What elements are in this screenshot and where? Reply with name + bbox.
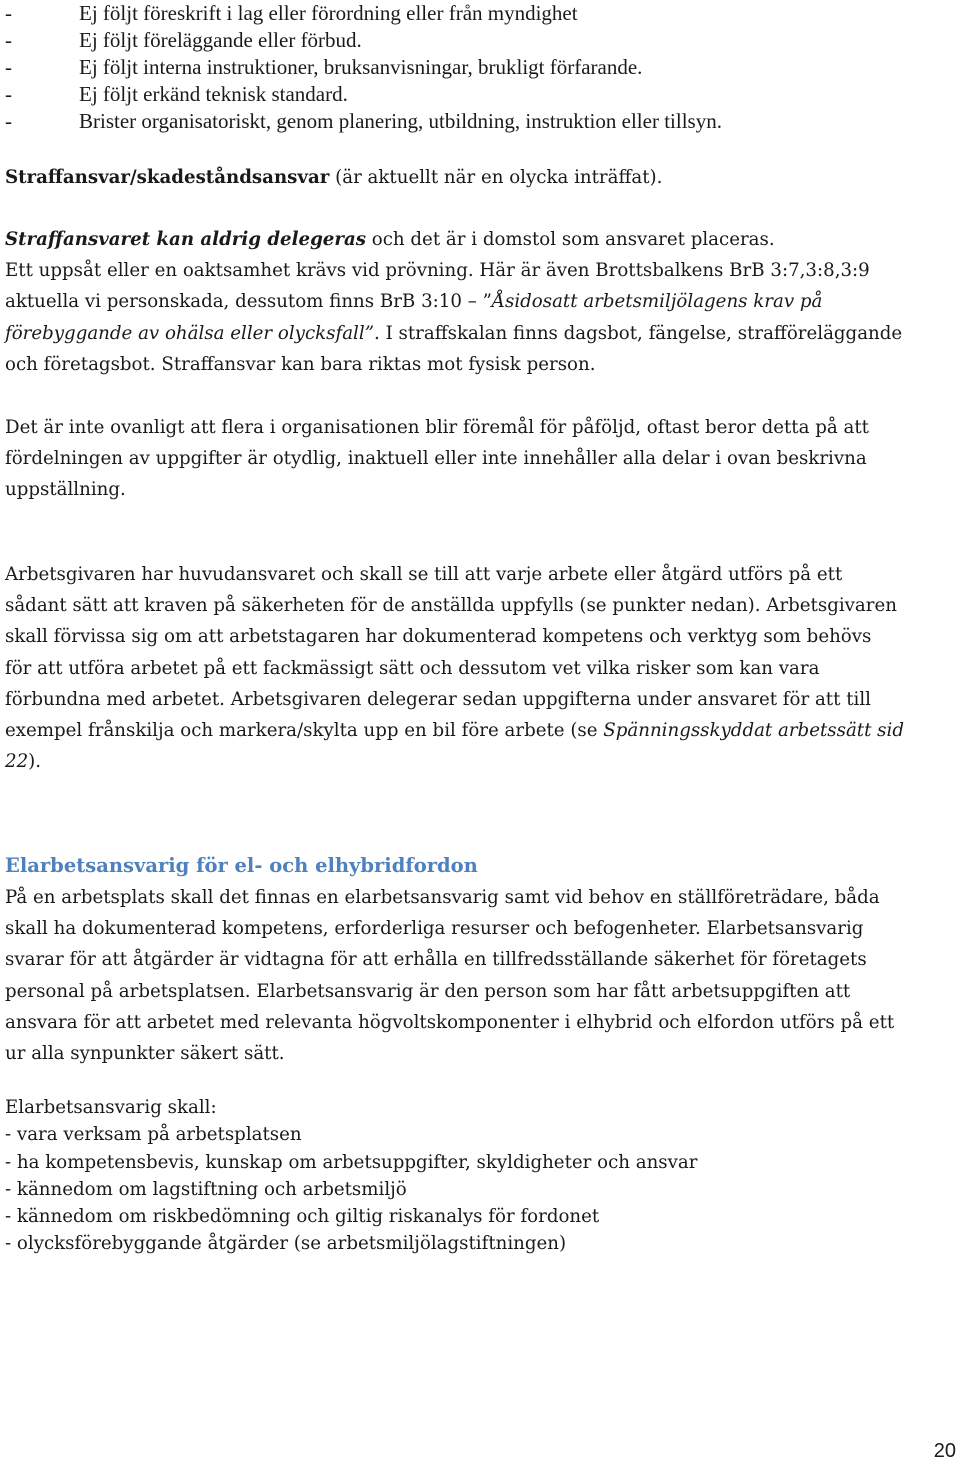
document-reference: Spänningsskyddat arbetssätt sid <box>603 720 904 742</box>
paragraph-line: skall ha dokumenterad kompetens, erforderliga resurser och befogenheter. Elarbetsansvarig <box>5 918 864 940</box>
straffansvar-term: Straffansvar/skadeståndsansvar <box>5 167 330 188</box>
paragraph-line: sådant sätt att kraven på säkerheten för de anställda uppfylls (se punkter nedan). Arbetsgivaren <box>5 595 897 617</box>
text-span: . I straffskalan finns dagsbot, fängelse, strafföreläggande <box>374 322 903 344</box>
paragraph-line: skall förvissa sig om att arbetstagaren har dokumenterad kompetens och verktyg som behövs <box>5 626 872 648</box>
paragraph-line <box>5 255 957 286</box>
paragraph-line: förbundna med arbetet. Arbetsgivaren delegerar sedan uppgifterna under ansvaret för att till <box>5 688 871 710</box>
bullet-text: Brister organisatoriskt, genom planering, utbildning, instruktion eller tillsyn. <box>79 109 722 133</box>
bullet-text: Ej följt föreskrift i lag eller förordning eller från myndighet <box>79 1 578 25</box>
bullet-dash: - <box>5 82 12 106</box>
text-span: Här är även Brottsbalkens BrB 3:7,3:8,3:9 <box>473 260 870 282</box>
bullet-dash: - <box>5 28 12 52</box>
paragraph-line: Det är inte ovanligt att flera i organisationen blir föremål för påföljd, oftast beror detta på att <box>5 417 869 438</box>
paragraph-line <box>5 746 957 777</box>
paragraph-line <box>5 349 957 380</box>
paragraph-line: uppställning. <box>5 479 126 501</box>
text-span: Ett uppsåt eller en oaktsamhet krävs vid prövning. <box>5 260 474 282</box>
skall-list <box>5 1094 957 1258</box>
text-span: exempel frånskilja och markera/skylta upp en bil före arbete (se <box>5 720 604 742</box>
paragraph-line: ansvara för att arbetet med relevanta högvoltskomponenter i elhybrid och elfordon utförs på ett <box>5 1011 895 1033</box>
list-item <box>5 81 955 108</box>
list-item <box>5 27 955 54</box>
paragraph-line: personal på arbetsplatsen. Elarbetsansvarig är den person som har fått arbetsuppgiften att <box>5 980 851 1002</box>
delegation-paragraph <box>5 224 957 380</box>
list-item <box>5 108 955 135</box>
straffansvar-note: (är aktuellt när en olycka inträffat). <box>329 167 663 188</box>
bullet-text: Ej följt erkänd teknisk standard. <box>79 82 348 106</box>
responsibility-bullet-list <box>5 0 955 135</box>
paragraph-line: ur alla synpunkter säkert sätt. <box>5 1043 285 1065</box>
bullet-dash: - <box>5 55 12 79</box>
list-item: - olycksförebyggande åtgärder (se arbetsmiljölagstiftningen) <box>5 1233 567 1255</box>
law-quote: Åsidosatt arbetsmiljölagens krav på <box>491 291 823 313</box>
organisation-paragraph <box>5 412 957 506</box>
bullet-text: Ej följt föreläggande eller förbud. <box>79 28 362 52</box>
bullet-dash: - <box>5 109 12 133</box>
list-item: - kännedom om lagstiftning och arbetsmiljö <box>5 1178 407 1200</box>
section-heading: Elarbetsansvarig för el- och elhybridfordon <box>5 854 478 877</box>
paragraph-line <box>5 286 957 317</box>
bullet-dash: - <box>5 1 12 25</box>
law-quote: förebyggande av ohälsa eller olycksfall” <box>5 322 374 344</box>
list-item: - kännedom om riskbedömning och giltig riskanalys för fordonet <box>5 1206 600 1228</box>
list-title: Elarbetsansvarig skall: <box>5 1097 217 1118</box>
list-item <box>5 0 955 27</box>
list-item <box>5 54 955 81</box>
text-span: ). <box>28 751 42 773</box>
paragraph-line: På en arbetsplats skall det finnas en elarbetsansvarig samt vid behov en ställföreträdare, båda <box>5 887 880 908</box>
paragraph-line <box>5 224 957 255</box>
paragraph-line: för att utföra arbetet på ett fackmässigt sätt och dessutom vet vilka risker som kan vara <box>5 657 820 679</box>
document-reference: 22 <box>5 751 29 773</box>
straffansvar-line <box>5 162 957 193</box>
delegation-statement: Straffansvaret kan aldrig delegeras <box>5 229 366 250</box>
list-item: - vara verksam på arbetsplatsen <box>5 1124 302 1146</box>
page-number: 20 <box>933 1440 956 1462</box>
elansvarig-paragraph <box>5 882 957 1069</box>
text-span: och företagsbot. Straffansvar kan bara riktas mot fysisk person. <box>5 353 596 375</box>
paragraph-line <box>5 318 957 349</box>
text-span: aktuella vi personskada, dessutom finns BrB 3:10 – ” <box>5 291 492 313</box>
text-span: och det är i domstol som ansvaret placeras. <box>366 229 775 250</box>
paragraph-line: fördelningen av uppgifter är otydlig, inaktuell eller inte innehåller alla delar i ovan beskrivna <box>5 448 867 470</box>
paragraph-line <box>5 715 957 746</box>
bullet-text: Ej följt interna instruktioner, bruksanvisningar, brukligt förfarande. <box>79 55 643 79</box>
paragraph-line: Arbetsgivaren har huvudansvaret och skall se till att varje arbete eller åtgärd utförs på ett <box>5 564 843 585</box>
paragraph-line: svarar för att åtgärder är vidtagna för att erhålla en tillfredsställande säkerhet för företagets <box>5 949 867 971</box>
list-item: - ha kompetensbevis, kunskap om arbetsuppgifter, skyldigheter och ansvar <box>5 1151 698 1173</box>
employer-paragraph <box>5 559 957 777</box>
